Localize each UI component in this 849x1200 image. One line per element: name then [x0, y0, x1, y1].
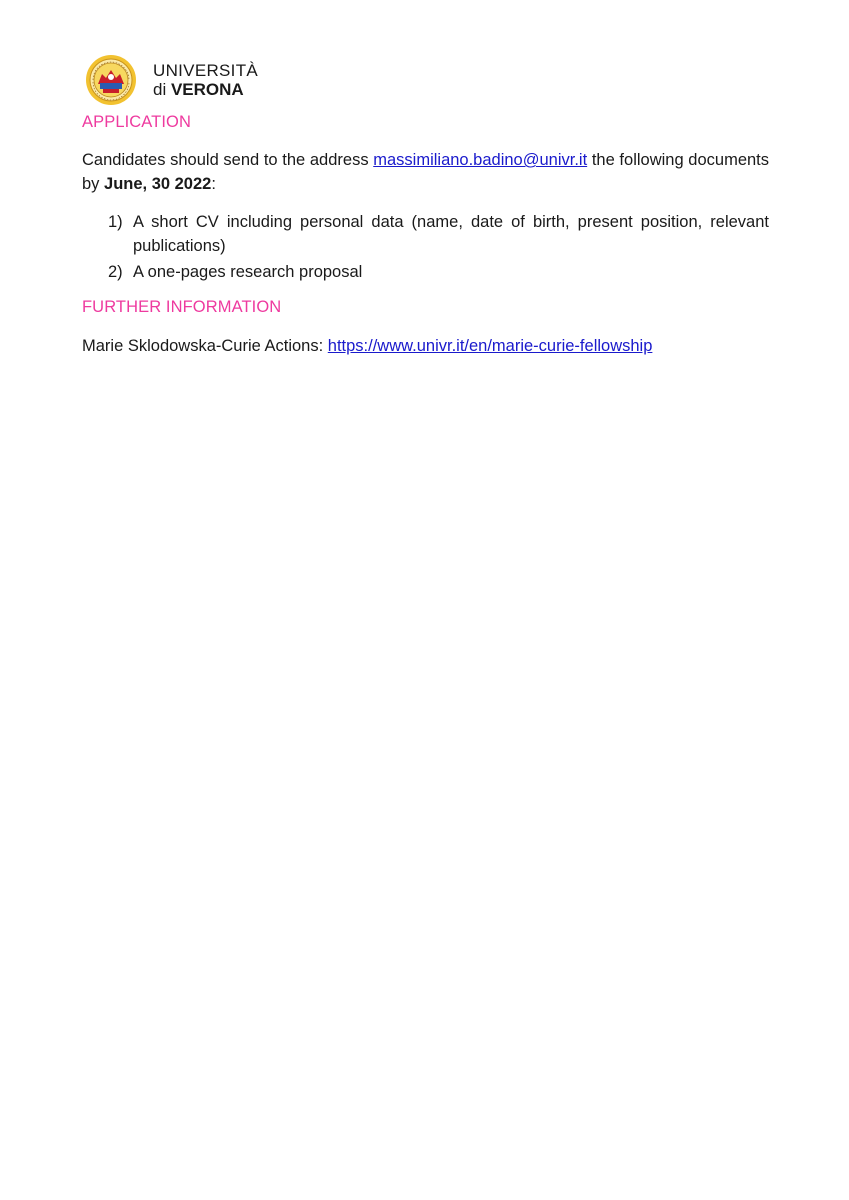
logo-line-verona	[153, 80, 258, 99]
logo-verona: VERONA	[170, 80, 244, 99]
logo-wordmark	[153, 61, 258, 99]
intro-text-end: :	[211, 175, 216, 193]
list-item-text: A short CV including personal data (name, date of birth, present position, relevant publications)	[133, 213, 769, 255]
email-link[interactable]: massimiliano.badino@univr.it	[373, 151, 588, 169]
deadline-date: June, 30 2022	[104, 175, 212, 193]
intro-text-after: the following documents by	[82, 151, 770, 193]
further-information-text	[82, 334, 769, 358]
intro-text-before: Candidates should send to the address	[82, 151, 374, 169]
list-item-number: 1)	[108, 213, 123, 231]
list-item	[82, 260, 769, 284]
university-logo	[85, 52, 259, 108]
logo-line-university: UNIVERSITÀ	[153, 61, 259, 80]
list-item	[82, 210, 769, 258]
list-item-text: A one-pages research proposal	[133, 263, 363, 281]
msca-link[interactable]: https://www.univr.it/en/marie-curie-fellowship	[327, 337, 653, 355]
application-intro	[82, 148, 769, 196]
section-heading-application: APPLICATION	[82, 113, 191, 131]
section-heading-further-information: FURTHER INFORMATION	[82, 298, 282, 316]
msca-label: Marie Sklodowska-Curie Actions:	[82, 337, 328, 355]
requirements-list	[82, 210, 769, 284]
list-item-number: 2)	[108, 263, 123, 281]
university-seal-icon	[85, 54, 137, 106]
logo-prefix: di	[153, 80, 171, 99]
